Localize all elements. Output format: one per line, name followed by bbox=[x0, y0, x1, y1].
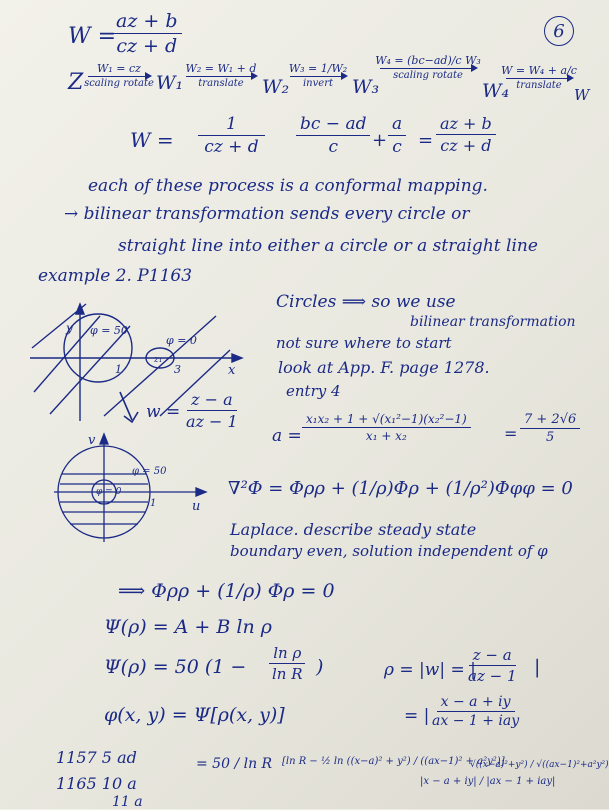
laplace-general: Ψ(ρ) = A + B ln ρ bbox=[104, 616, 272, 638]
combined-f4-den: cz + d bbox=[440, 136, 492, 155]
a-value bbox=[520, 412, 580, 445]
laplace-specific-frac bbox=[268, 644, 307, 683]
z-circle-label: z₁ bbox=[154, 355, 163, 365]
mapping-lhs: w = bbox=[146, 402, 181, 422]
laplace-specific-num: ln ρ bbox=[269, 644, 305, 664]
combined-eq: = bbox=[418, 130, 434, 151]
chain-w1: W₁ bbox=[156, 72, 184, 94]
w-tick-1: 1 bbox=[150, 498, 157, 509]
rho-num: z − a bbox=[469, 646, 516, 666]
final-mid: |x − a + iy| / |ax − 1 + iay| bbox=[420, 776, 556, 787]
combined-f1-num: 1 bbox=[198, 114, 265, 136]
chain-step1-bottom: scaling rotate bbox=[84, 78, 154, 89]
laplace-specific-lhs: Ψ(ρ) = 50 (1 − bbox=[104, 656, 247, 678]
chain-w4: W₄ bbox=[482, 80, 510, 102]
z-x-label: x bbox=[228, 363, 236, 378]
chain-step5-bottom: translate bbox=[516, 80, 562, 91]
z-x-arrow bbox=[232, 354, 242, 362]
final-pre: = 50 / ln R bbox=[196, 756, 273, 772]
w-u-arrow bbox=[196, 488, 206, 496]
a-lhs: a = bbox=[272, 426, 302, 446]
example-circles: Circles ⟹ so we use bbox=[276, 292, 456, 312]
combined-f2-num: bc − ad bbox=[296, 114, 370, 136]
z-tick-1: 1 bbox=[115, 363, 122, 376]
laplace-ode: ⟹ Φρρ + (1/ρ) Φρ = 0 bbox=[118, 580, 335, 602]
w-phi50-label: φ = 50 bbox=[132, 466, 167, 477]
example-bilinear: bilinear transformation bbox=[410, 314, 576, 330]
mapping-fraction bbox=[182, 390, 242, 431]
laplace-desc2: boundary even, solution independent of φ bbox=[230, 542, 548, 560]
final-body: [ln R − ½ ln ((x−a)² + y²) / ((ax−1)² + a²y²)] bbox=[282, 756, 505, 767]
line1-lhs: W = bbox=[68, 24, 117, 49]
rho-xy-frac bbox=[428, 694, 523, 729]
laplace-desc1: Laplace. describe steady state bbox=[230, 520, 477, 539]
page-number-text: 6 bbox=[553, 20, 565, 42]
laplace-specific-den: ln R bbox=[272, 665, 303, 683]
combined-plus: + bbox=[372, 130, 388, 151]
w-u-label: u bbox=[192, 499, 201, 514]
chain-step1 bbox=[84, 62, 154, 89]
rho-frac bbox=[464, 646, 521, 685]
combined-f1 bbox=[198, 114, 265, 157]
combined-f2-den: c bbox=[328, 137, 338, 157]
w-plane-diagram bbox=[40, 430, 220, 550]
chain-step2 bbox=[186, 62, 256, 89]
chain-w: W bbox=[574, 86, 590, 104]
line1-num: az + b bbox=[112, 10, 182, 34]
example-title: example 2. P1163 bbox=[38, 266, 193, 286]
example-notsure: not sure where to start bbox=[276, 334, 452, 352]
chain-z: Z bbox=[68, 70, 84, 95]
margin-note-2: 1165 10 a bbox=[56, 774, 137, 793]
laplace-equation: ∇²Φ = Φρρ + (1/ρ)Φρ + (1/ρ²)Φφφ = 0 bbox=[228, 478, 573, 499]
chain-w3: W₃ bbox=[352, 76, 380, 98]
combined-f2 bbox=[296, 114, 370, 157]
chain-step2-top: W₂ = W₁ + d bbox=[185, 62, 257, 75]
a-den: x₁ + x₂ bbox=[365, 429, 407, 443]
final-sqrt: √((x−a)²+y²) / √((ax−1)²+a²y²) bbox=[470, 760, 609, 770]
chain-arrow-3 bbox=[290, 76, 346, 77]
mapping-num: z − a bbox=[187, 390, 237, 411]
a-eq: = bbox=[504, 424, 518, 443]
line1-fraction bbox=[112, 10, 182, 57]
page-number bbox=[544, 16, 574, 46]
chain-step5-top: W = W₄ + a/c bbox=[501, 64, 577, 77]
a-fraction bbox=[302, 412, 471, 443]
combined-f4-num: az + b bbox=[436, 114, 496, 135]
chain-step4-bottom: scaling rotate bbox=[393, 70, 463, 81]
a-value-den: 5 bbox=[545, 430, 555, 445]
note-conformal: each of these process is a conformal mapping. bbox=[88, 176, 488, 196]
example-lookat: look at App. F. page 1278. bbox=[278, 358, 490, 377]
chain-w2: W₂ bbox=[262, 76, 290, 98]
w-phi0-label: φ = 0 bbox=[96, 487, 122, 497]
chain-step4-top: W₄ = (bc−ad)/c W₃ bbox=[375, 54, 481, 67]
chain-arrow-4 bbox=[380, 68, 476, 69]
chain-arrow-1 bbox=[88, 76, 150, 77]
chain-arrow-2 bbox=[186, 76, 256, 77]
combined-f4 bbox=[436, 114, 496, 155]
chain-step4 bbox=[375, 54, 481, 81]
margin-note-3: 11 a bbox=[112, 794, 143, 810]
rho-end: | bbox=[534, 656, 541, 678]
chain-step2-bottom: translate bbox=[198, 78, 244, 89]
chain-step5 bbox=[501, 64, 577, 91]
rho-xy-den: ax − 1 + iay bbox=[432, 713, 520, 729]
combined-f3-num: a bbox=[388, 114, 406, 136]
example-entry: entry 4 bbox=[286, 382, 341, 400]
chain-step3-top: W₃ = 1/W₂ bbox=[288, 62, 348, 75]
combined-f3 bbox=[388, 114, 406, 157]
w-v-label: v bbox=[88, 433, 96, 448]
combined-lhs: W = bbox=[130, 128, 174, 152]
z-y-label: y bbox=[66, 321, 73, 335]
chain-step3-bottom: invert bbox=[302, 78, 333, 89]
phi-xy: φ(x, y) = Ψ[ρ(x, y)] bbox=[104, 704, 285, 726]
z-tick-3: 3 bbox=[174, 363, 181, 376]
rho-xy-eq: = | bbox=[404, 706, 430, 726]
line1-den: cz + d bbox=[116, 35, 178, 57]
rho-def: ρ = |w| = | bbox=[384, 660, 476, 680]
margin-note-1: 1157 5 ad bbox=[56, 748, 137, 767]
chain-step3 bbox=[290, 62, 346, 89]
note-straight-line: straight line into either a circle or a straight line bbox=[118, 236, 538, 256]
rho-den: az − 1 bbox=[468, 667, 517, 685]
laplace-specific-rhs: ) bbox=[316, 656, 324, 678]
chain-arrow-5 bbox=[506, 78, 572, 79]
note-bilinear: → bilinear transformation sends every circle or bbox=[64, 204, 470, 224]
combined-f3-den: c bbox=[392, 137, 402, 157]
mapping-den: az − 1 bbox=[186, 412, 238, 431]
chain-step1-top: W₁ = cz bbox=[97, 62, 141, 75]
w-v-arrow bbox=[100, 434, 108, 444]
combined-f1-den: cz + d bbox=[204, 137, 259, 157]
rho-xy-num: x − a + iy bbox=[437, 694, 515, 712]
a-value-num: 7 + 2√6 bbox=[520, 412, 580, 429]
z-phi50-label: φ = 50 bbox=[90, 324, 128, 337]
a-num: x₁x₂ + 1 + √(x₁²−1)(x₂²−1) bbox=[302, 412, 471, 428]
z-phi0-label: φ = 0 bbox=[166, 334, 197, 347]
